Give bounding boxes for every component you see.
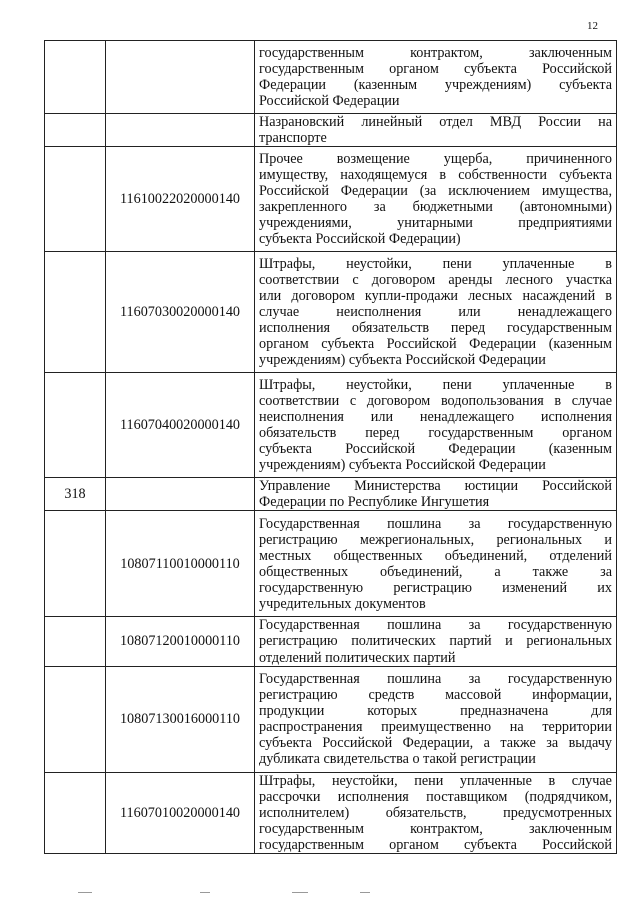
- description-line: отделений политических партий: [259, 649, 456, 666]
- admin-code-cell: [45, 114, 106, 147]
- description-cell: [255, 666, 617, 772]
- description-line: закрепленного за бюджетными (автономными): [259, 199, 612, 216]
- description-line: обязательств перед государственным органом: [259, 425, 612, 442]
- description-line: государственную регистрацию изменений их: [259, 579, 612, 596]
- description-line: случае неисполнения или ненадлежащего: [259, 304, 612, 321]
- description-line: имуществу, находящемуся в собственности субъекта: [259, 167, 612, 183]
- description-line: регистрацию средств массовой информации,: [259, 686, 612, 703]
- description-line: Прочее возмещение ущерба, причиненного: [259, 150, 612, 167]
- description-line: учредительных документов: [259, 596, 426, 613]
- table-row: [45, 252, 617, 373]
- table-row: [45, 666, 617, 772]
- description-line: Федерации по Республике Ингушетия: [259, 494, 490, 511]
- description-line: Российской Федерации (за исключением имущества,: [259, 183, 612, 200]
- description-line: учреждениям) субъекта Российской Федерации: [259, 352, 546, 369]
- kbk-code-cell: 11610022020000140: [106, 147, 255, 252]
- description-line: учреждениям) субъекта Российской Федерации: [259, 457, 546, 474]
- description-line: субъекта Российской Федерации): [259, 231, 461, 248]
- kbk-code-cell: 10807120010000110: [106, 617, 255, 666]
- kbk-code-cell: 11607030020000140: [106, 252, 255, 373]
- description-line: органом субъекта Российской Федерации (казенным: [259, 336, 612, 353]
- admin-code-cell: [45, 373, 106, 478]
- description-line: государственным контрактом, заключенным: [259, 820, 612, 837]
- description-cell: [255, 478, 617, 511]
- description-line: соответствии с договором аренды лесного участка: [259, 271, 612, 288]
- description-line: транспорте: [259, 130, 327, 147]
- table-row: [45, 147, 617, 252]
- description-cell: [255, 252, 617, 373]
- description-line: распространения преимущественно на территории: [259, 719, 612, 736]
- description-line: неисполнения или ненадлежащего исполнения: [259, 409, 612, 426]
- description-line: Управление Министерства юстиции Российской: [259, 478, 612, 495]
- admin-code-cell: [45, 147, 106, 252]
- description-line: Государственная пошлина за государственную: [259, 670, 612, 687]
- description-cell: [255, 772, 617, 853]
- description-cell: [255, 511, 617, 617]
- kbk-code-cell: [106, 41, 255, 114]
- description-line: Назрановский линейный отдел МВД России на: [259, 114, 612, 130]
- description-line: местных общественных объединений, отделений: [259, 547, 612, 564]
- kbk-code-cell: 10807110010000110: [106, 511, 255, 617]
- description-line: государственным контрактом, заключенным: [259, 44, 612, 61]
- description-line: общественных объединений, а также за: [259, 563, 612, 580]
- kbk-code-cell: [106, 478, 255, 511]
- table-row: [45, 114, 617, 147]
- description-line: дубликата свидетельства о такой регистрации: [259, 751, 536, 768]
- page-number: 12: [587, 20, 598, 32]
- description-cell: [255, 617, 617, 666]
- kbk-code-cell: [106, 114, 255, 147]
- description-line: регистрацию политических партий и региональных: [259, 633, 612, 650]
- budget-classification-table: [44, 40, 617, 854]
- description-line: Штрафы, неустойки, пени уплаченные в случае: [259, 772, 612, 789]
- description-line: рассрочки исполнения поставщиком (подрядчиком,: [259, 788, 612, 805]
- admin-code-cell: [45, 511, 106, 617]
- admin-code-cell: [45, 41, 106, 114]
- description-line: государственным органом субъекта Российской: [259, 837, 612, 854]
- table-row: [45, 373, 617, 478]
- description-line: Федерации (казенным учреждениям) субъекта: [259, 77, 612, 93]
- description-line: Штрафы, неустойки, пени уплаченные в: [259, 255, 612, 272]
- table-body: [45, 41, 617, 854]
- scan-mark: [292, 892, 308, 893]
- description-line: субъекта Российской Федерации (казенным: [259, 441, 612, 458]
- description-line: соответствии с договором водопользования в случае: [259, 393, 612, 409]
- table-row: [45, 478, 617, 511]
- admin-code-cell: [45, 252, 106, 373]
- admin-code-cell: 318: [45, 478, 106, 511]
- description-cell: [255, 147, 617, 252]
- description-line: продукции которых предназначена для: [259, 703, 612, 720]
- table-row: [45, 772, 617, 853]
- table-row: [45, 617, 617, 666]
- description-line: государственным органом субъекта Российской: [259, 60, 612, 77]
- description-line: исполнителем) обязательств, предусмотренных: [259, 804, 612, 821]
- description-line: Российской Федерации: [259, 93, 400, 110]
- description-line: Государственная пошлина за государственную: [259, 515, 612, 532]
- description-cell: [255, 41, 617, 114]
- table-row: [45, 511, 617, 617]
- description-line: Штрафы, неустойки, пени уплаченные в: [259, 376, 612, 393]
- description-line: регистрацию межрегиональных, региональных и: [259, 531, 612, 548]
- description-line: Государственная пошлина за государственную: [259, 617, 612, 634]
- admin-code-cell: [45, 666, 106, 772]
- description-cell: [255, 373, 617, 478]
- kbk-code-cell: 10807130016000110: [106, 666, 255, 772]
- description-cell: [255, 114, 617, 147]
- scan-mark: [200, 892, 210, 893]
- description-line: исполнения обязательств перед государственным: [259, 320, 612, 337]
- scan-mark: [360, 892, 370, 893]
- table-row: [45, 41, 617, 114]
- admin-code-cell: [45, 772, 106, 853]
- scan-mark: [78, 892, 92, 893]
- description-line: учреждениями, унитарными предприятиями: [259, 215, 612, 232]
- kbk-code-cell: 11607040020000140: [106, 373, 255, 478]
- kbk-code-cell: 11607010020000140: [106, 772, 255, 853]
- description-line: субъекта Российской Федерации, а также за выдачу: [259, 735, 612, 752]
- admin-code-cell: [45, 617, 106, 666]
- description-line: или договором купли-продажи лесных насаждений в: [259, 288, 612, 305]
